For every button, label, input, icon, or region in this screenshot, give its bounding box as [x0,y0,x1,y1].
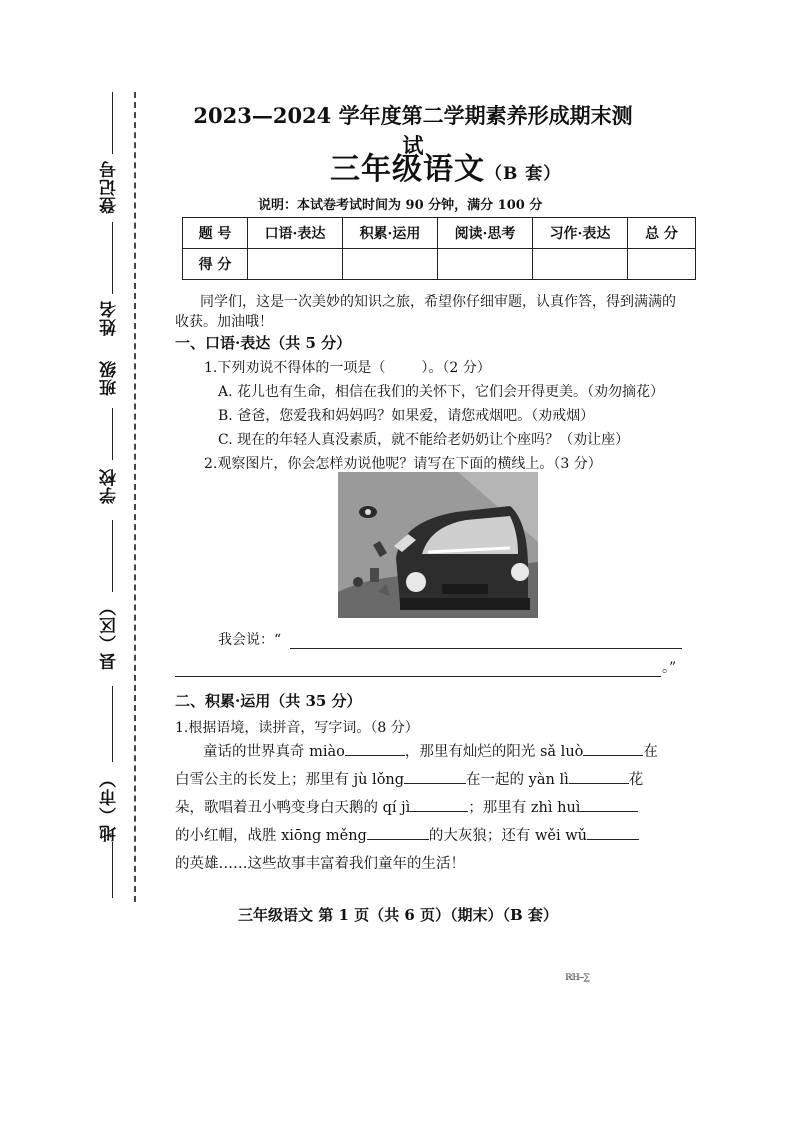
score-cell[interactable] [438,249,533,280]
s2-q1-stem: 1.根据语境，读拼音，写字词。（8 分） [175,720,419,736]
score-header-cell: 题 号 [183,218,248,249]
exam-note: 说明：本试卷考试时间为 90 分钟，满分 100 分 [258,198,543,213]
pinyin-line-3 [175,796,638,820]
q1-stem [204,356,491,380]
name-line [112,222,113,294]
q1-stem-start: 1.下列劝说不得体的一项是（ [204,360,386,376]
class-label: 班级 [100,360,120,396]
pinyin-text: ，那里有灿烂的阳光 sǎ luò [404,744,584,760]
q2-answer-line-1[interactable] [290,648,682,649]
pinyin-text: ；那里有 zhì huì [468,800,581,816]
subject-name: 三年级语文 [330,152,485,187]
section1-title: 一、口语·表达（共 5 分） [175,334,352,352]
page-footer: 三年级语文 第 1 页（共 6 页）（期末）（B 套） [238,906,558,924]
q2-answer-end: 。” [662,660,677,676]
pinyin-text: 朵，歌唱着丑小鸭变身白天鹅的 qí jì [175,800,411,816]
county-line [112,520,113,592]
scan-stamp: ℝℍ؅⅀ [565,973,589,983]
pinyin-text: 白雪公主的长发上；那里有 jù lǒng [175,772,405,788]
exam-title: 2023—2024 学年度第二学期素养形成期末测试 [193,103,633,158]
q1-option-b: B. 爸爸，您爱我和妈妈吗？如果爱，请您戒烟吧。（劝戒烟） [218,408,595,424]
score-header-cell: 积累·运用 [343,218,438,249]
pinyin-answer-blank[interactable] [367,825,429,840]
pinyin-text: 的小红帽，战胜 xiōng měng [175,828,367,844]
pinyin-answer-blank[interactable] [587,825,639,840]
car-illustration-svg [338,472,538,618]
car-littering-illustration [338,472,538,618]
q2-answer-line-2[interactable] [175,676,661,677]
pinyin-answer-blank[interactable] [583,741,643,756]
score-table-header-row [183,218,696,249]
q1-stem-end: ）。（2 分） [421,360,491,376]
pinyin-answer-blank[interactable] [580,797,638,812]
city-label: 地（市） [100,770,120,842]
score-row-label: 得 分 [183,249,248,280]
score-header-cell: 口语·表达 [248,218,343,249]
pinyin-answer-blank[interactable] [345,741,405,756]
pinyin-text: 的大灰狼；还有 wěi wǔ [428,828,587,844]
score-table [182,217,696,280]
score-header-cell: 阅读·思考 [438,218,533,249]
score-header-cell: 习作·表达 [533,218,628,249]
q1-option-a: A. 花儿也有生命，相信在我们的关怀下，它们会开得更美。（劝勿摘花） [218,384,665,400]
score-cell[interactable] [533,249,628,280]
q2-stem: 2.观察图片，你会怎样劝说他呢？请写在下面的横线上。（3 分） [204,456,602,472]
registration-line [112,92,113,154]
pinyin-line-5: 的英雄……这些故事丰富着我们童年的生活！ [175,856,465,872]
intro-line-1: 同学们，这是一次美妙的知识之旅，希望你仔细审题，认真作答，得到满满的 [200,294,676,310]
score-cell[interactable] [248,249,343,280]
q1-option-c: C. 现在的年轻人真没素质，就不能给老奶奶让个座吗？（劝让座） [218,432,630,448]
registration-label: 登记号 [100,160,120,214]
score-cell[interactable] [343,249,438,280]
pinyin-text: 在 [643,744,658,760]
pinyin-line-2 [175,768,643,792]
subject-title [330,144,561,188]
pinyin-answer-blank[interactable] [569,769,629,784]
school-label: 学校 [100,468,120,504]
school-line [112,408,113,460]
set-label: （B 套） [485,164,562,184]
name-label: 姓名 [100,300,120,336]
city-line-2 [112,842,113,898]
pinyin-text: 童话的世界真奇 miào [203,744,345,760]
score-cell[interactable] [628,249,696,280]
county-label: 县（区） [100,598,120,670]
pinyin-text: 在一起的 yàn lì [466,772,569,788]
binding-dashed-line [134,92,136,902]
section2-title: 二、积累·运用（共 35 分） [175,692,362,710]
pinyin-answer-blank[interactable] [404,769,466,784]
city-line [112,686,113,762]
score-table-score-row [183,249,696,280]
pinyin-answer-blank[interactable] [410,797,468,812]
pinyin-line-1 [203,740,658,764]
q2-answer-label: 我会说：“ [218,632,282,648]
intro-line-2: 收获。加油哦！ [175,314,273,330]
pinyin-text: 花 [628,772,644,788]
score-header-cell: 总 分 [628,218,696,249]
pinyin-line-4 [175,824,639,848]
